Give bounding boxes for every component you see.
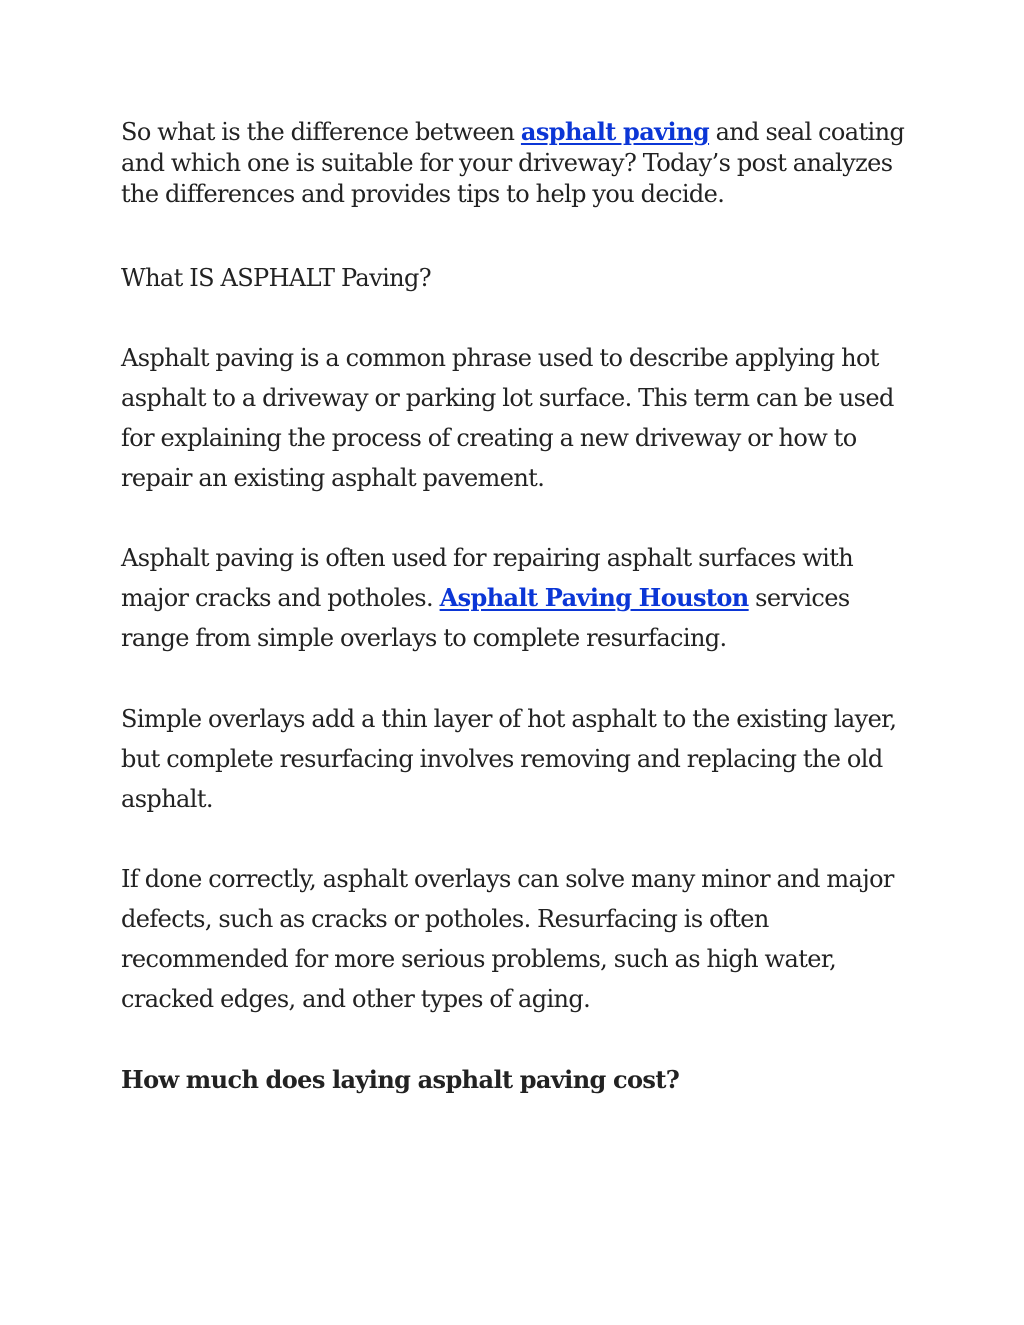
intro-text-end: and seal coating and which one is suitable for your driveway? Today’s post analyzes the differences and provides tips to help you decide.	[121, 118, 905, 208]
asphalt-paving-houston-link[interactable]: Asphalt Paving Houston	[439, 583, 749, 612]
paragraph-repair-text-end: services range from simple overlays to complete resurfacing.	[121, 584, 850, 652]
paragraph-asphalt-definition: Asphalt paving is a common phrase used to describe applying hot asphalt to a driveway or parking lot surface. This term can be used for explaining the process of creating a new driveway or how to repair an existing asphalt pavement.	[121, 344, 894, 492]
section-heading-paving-cost: How much does laying asphalt paving cost?	[121, 1065, 680, 1094]
paragraph-repair-text-start: Asphalt paving is often used for repairing asphalt surfaces with major cracks and potholes.	[121, 544, 854, 612]
paragraph-resurfacing: If done correctly, asphalt overlays can solve many minor and major defects, such as cracks or potholes. Resurfacing is often recommended for more serious problems, such as high water, cracked edges, and other types of aging.	[121, 865, 894, 1013]
asphalt-paving-link[interactable]: asphalt paving	[520, 117, 710, 146]
paragraph-repair-uses	[121, 538, 921, 658]
intro-text-start: So what is the difference between	[121, 118, 521, 146]
paragraph-overlays: Simple overlays add a thin layer of hot asphalt to the existing layer, but complete resurfacing involves removing and replacing the old asphalt.	[121, 705, 897, 813]
intro-paragraph	[121, 116, 921, 210]
section-heading-asphalt-paving: What IS ASPHALT Paving?	[121, 264, 432, 292]
